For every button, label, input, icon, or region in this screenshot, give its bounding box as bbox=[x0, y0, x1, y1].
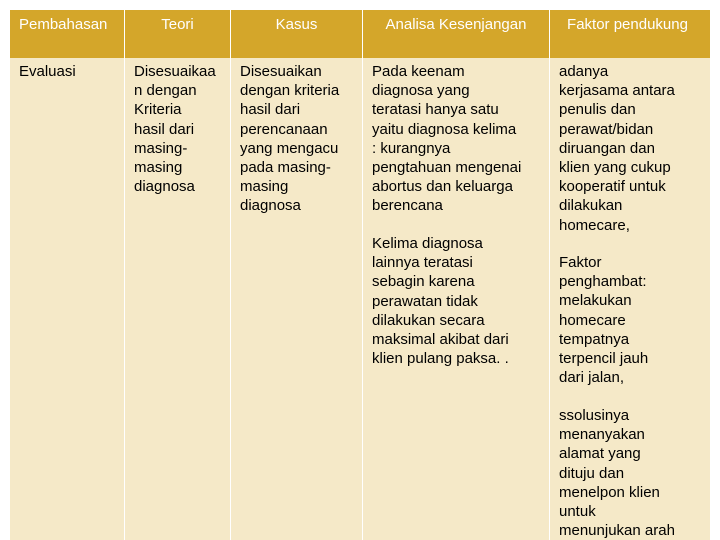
cell-teori: Disesuaikaa n dengan Kriteria hasil dari masing- masing diagnosa bbox=[134, 63, 216, 196]
header-teori: Teori bbox=[161, 16, 194, 33]
cell-faktor-paragraph-3: ssolusinya menanyakan alamat yang dituju dan menelpon klien untuk menunjukan arah bbox=[559, 407, 675, 540]
header-pembahasan: Pembahasan bbox=[19, 16, 108, 33]
cell-pembahasan: Evaluasi bbox=[19, 63, 76, 80]
cell-faktor-paragraph-1: adanya kerjasama antara penulis dan perawat/bidan diruangan dan klien yang cukup kooperatif untuk dilakukan homecare, bbox=[559, 63, 675, 234]
header-kasus: Kasus bbox=[275, 16, 318, 33]
cell-kasus: Disesuaikan dengan kriteria hasil dari perencanaan yang mengacu pada masing- masing diagnosa bbox=[240, 63, 340, 215]
cell-faktor-paragraph-2: Faktor penghambat: melakukan homecare tempatnya terpencil jauh dari jalan, bbox=[559, 254, 649, 387]
cell-analisa-paragraph-2: Kelima diagnosa lainnya teratasi sebagin karena perawatan tidak dilakukan secara maksimal akibat dari klien pulang paksa. . bbox=[372, 235, 509, 368]
header-analisa-kesenjangan: Analisa Kesenjangan bbox=[385, 16, 527, 33]
cell-analisa-paragraph-1: Pada keenam diagnosa yang teratasi hanya satu yaitu diagnosa kelima : kurangnya pengtahuan mengenai abortus dan keluarga berencana bbox=[372, 63, 522, 215]
header-faktor-pendukung: Faktor pendukung bbox=[567, 16, 688, 33]
